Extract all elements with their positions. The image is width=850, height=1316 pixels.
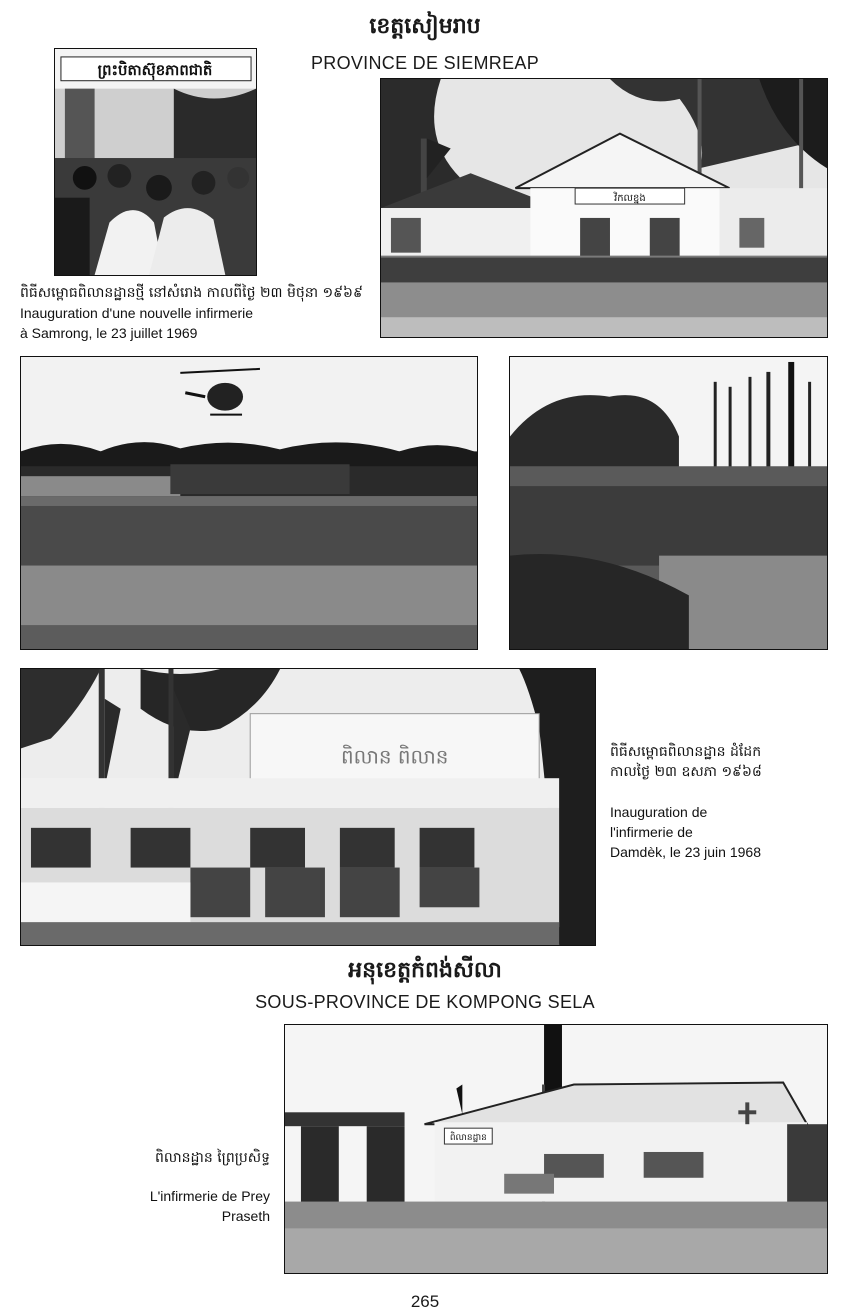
caption-prey-praseth bbox=[60, 1148, 270, 1226]
caption-samrong-fr-line1: Inauguration d'une nouvelle infirmerie bbox=[20, 305, 254, 321]
caption-samrong bbox=[20, 283, 380, 343]
photo-samrong-infirmary bbox=[380, 78, 828, 338]
photo-damdek-infirmary bbox=[20, 668, 596, 946]
section-title-kh-siemreap: ខេត្តសៀមរាប bbox=[369, 14, 481, 39]
caption-damdek-fr-line1: Inauguration de bbox=[610, 804, 708, 820]
caption-prey-praseth-fr-line2: Praseth bbox=[221, 1208, 270, 1224]
photo-helicopter-crowd bbox=[20, 356, 478, 650]
prey-building-sign: ពិលានដ្ឋាន bbox=[449, 1133, 487, 1144]
caption-prey-praseth-kh: ពិលានដ្ឋាន ព្រៃប្រសិទ្ធ bbox=[155, 1150, 270, 1166]
caption-damdek-kh-line1: ពិធីសម្ពោធពិលានដ្ឋាន ដំដែក bbox=[610, 744, 762, 760]
caption-samrong-fr-line2: à Samrong, le 23 juillet 1969 bbox=[20, 325, 198, 341]
section-title-kh-kompong-sela: អនុខេត្តកំពង់សីលា bbox=[348, 958, 502, 983]
caption-prey-praseth-fr-line1: L'infirmerie de Prey bbox=[149, 1188, 270, 1204]
photo-prey-praseth-infirmary bbox=[284, 1024, 828, 1274]
samrong-banner-text: ព្រះបិតាស៊ុខភាពជាតិ bbox=[97, 60, 213, 79]
section-title-fr-kompong-sela: SOUS-PROVINCE DE KOMPONG SELA bbox=[255, 992, 595, 1012]
page-number: 265 bbox=[410, 1292, 440, 1311]
damdek-sign: ពិលាន ពិលាន bbox=[340, 745, 449, 769]
caption-damdek-fr-line3: Damdèk, le 23 juin 1968 bbox=[610, 844, 761, 860]
caption-samrong-kh: ពិធីសម្ពោធពិលានដ្ឋានថ្មី នៅសំរោង កាលពីថ្ងៃ ២៣ មិថុនា ១៩៦៩ bbox=[20, 285, 363, 301]
caption-damdek-fr-line2: l'infirmerie de bbox=[610, 824, 693, 840]
photo-crowd-flags bbox=[509, 356, 828, 650]
samrong-building-sign: វិកលខ្នង bbox=[614, 193, 646, 205]
section-title-fr-siemreap: PROVINCE DE SIEMREAP bbox=[310, 53, 540, 73]
photo-samrong-ceremony bbox=[54, 48, 257, 276]
caption-damdek-kh-line2: កាលថ្ងៃ ២៣ ឧសភា ១៩៦៨ bbox=[610, 764, 762, 780]
caption-damdek bbox=[610, 742, 840, 862]
